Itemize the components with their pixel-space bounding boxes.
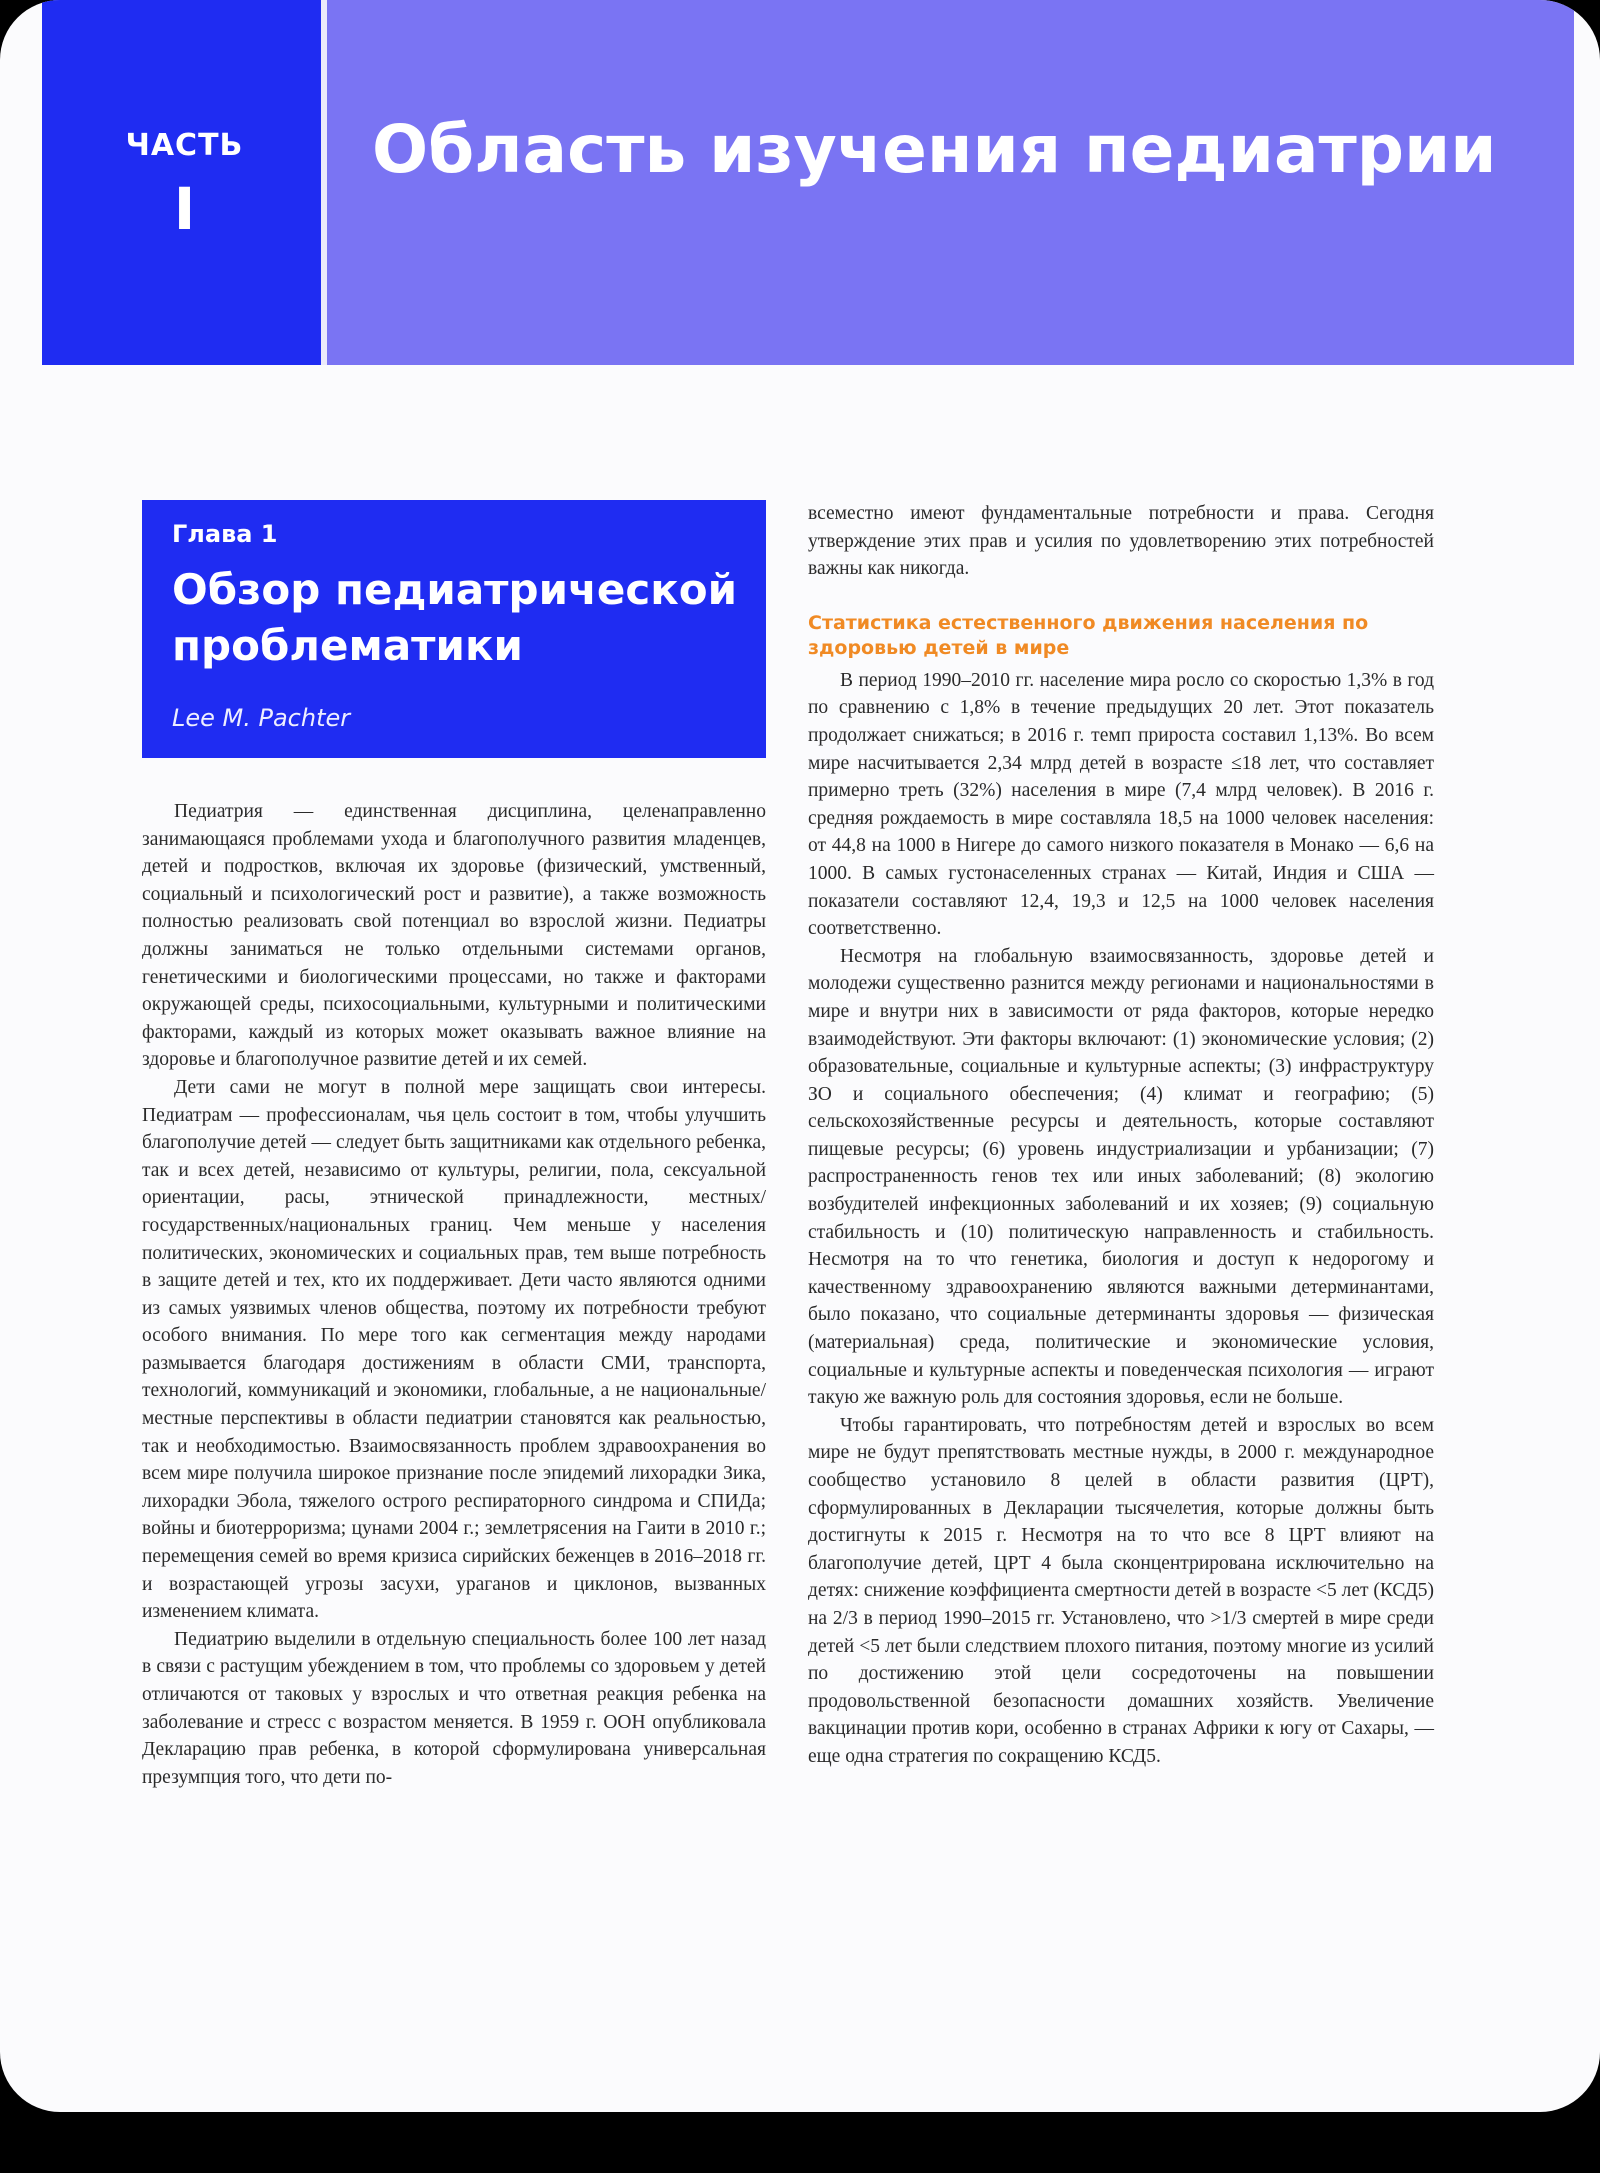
paragraph: Педиатрию выделили в отдельную специальность более 100 лет назад в связи с растущим убеждением в том, что проблемы со здоровьем у детей отличаются от таковых у взрослых и что ответная реакция ребенка на заболевание и стресс с возрастом меняется. В 1959 г. ООН опубликовала Декларацию прав ребенка, в которой сформулирована универсальная презумпция того, что дети по- [142,1628,766,1788]
section-heading: Статистика естественного движения населения по здоровью детей в мире [808,611,1369,659]
paragraph: Педиатрия — единственная дисциплина, целенаправленно занимающаяся проблемами ухода и благополучного развития младенцев, детей и подростков, включая их здоровье (физический, умственный, социальный и психологический рост и развитие), а также возможность полностью реализовать свой потенциал во взрослой жизни. Педиатры должны заниматься не только отдельными системами органов, генетическими и биологическими процессами, но также и факторами окружающей среды, психосоциальными, культурными и политическими факторами, каждый из которых может оказывать важное влияние на здоровье и благополучное развитие детей и их семей. [142,801,766,1071]
part-number-box [42,0,327,365]
chapter-author: Lee M. Pachter [172,704,351,732]
chapter-heading-box [142,500,766,758]
part-header-bar [42,0,1574,365]
part-number: I [173,175,196,243]
chapter-title: Обзор педиатрической проблематики [172,565,738,670]
text-column-left [142,798,766,1791]
part-label: ЧАСТЬ [125,128,244,163]
paragraph: Дети сами не могут в полной мере защищать свои интересы. Педиатрам — профессионалам, чья цель состоит в том, чтобы улучшить благополучие детей — следует быть защитниками как отдельного ребенка, так и всех детей, независимо от культуры, религии, пола, сексуальной ориентации, расы, этнической принадлежности, местных/государственных/национальных границ. Чем меньше у населения политических, экономических и социальных прав, тем выше потребность в защите детей и тех, кто их поддерживает. Дети часто являются одними из самых уязвимых членов общества, поэтому их потребности требуют особого внимания. По мере того как сегментация между народами размывается благодаря достижениям в области СМИ, транспорта, технологий, коммуникаций и экономики, глобальные, а не национальные/местные перспективы в области педиатрии становятся как реальностью, так и необходимостью. Взаимосвязанность проблем здравоохранения во всем мире получила широкое признание после эпидемий лихорадки Зика, лихорадки Эбола, тяжелого острого респираторного синдрома и СПИДа; войны и биотерроризма; цунами 2004 г.; землетрясения на Гаити в 2010 г.; перемещения семей во время кризиса сирийских беженцев в 2016–2018 гг. и возрастающей угрозы засухи, ураганов и циклонов, вызванных изменением климата. [142,1076,766,1623]
paragraph-continuation: всеместно имеют фундаментальные потребности и права. Сегодня утверждение этих прав и усилия по удовлетворению этих потребностей важны как никогда. [808,503,1434,580]
chapter-label: Глава 1 [172,520,278,548]
paragraph: В период 1990–2010 гг. население мира росло со скоростью 1,3% в год по сравнению с 1,8% в течение предыдущих 20 лет. Этот показатель продолжает снижаться; в 2016 г. темп прироста составил 1,13%. Во всем мире насчитывается 2,34 млрд детей в возрасте ≤18 лет, что составляет примерно треть (32%) населения в мире (7,4 млрд человек). В 2016 г. средняя рождаемость в мире составляла 18,5 на 1000 человек населения: от 44,8 на 1000 в Нигере до самого низкого показателя в Монако — 6,6 на 1000. В самых густонаселенных странах — Китай, Индия и США — показатели составляют 12,4, 19,3 и 12,5 на 1000 человек населения соответственно. [808,669,1434,940]
text-column-right [808,500,1434,1771]
paragraph: Чтобы гарантировать, что потребностям детей и взрослых во всем мире не будут препятствовать местные нужды, в 2000 г. международное сообщество установило 8 целей в области развития (ЦРТ), сформулированных в Декларации тысячелетия, которые должны быть достигнуты к 2015 г. Несмотря на то что все 8 ЦРТ влияют на благополучие детей, ЦРТ 4 была сконцентрирована исключительно на детях: снижение коэффициента смертности детей в возрасте <5 лет (КСД5) на 2/3 в период 1990–2015 гг. Установлено, что >1/3 смертей в мире среди детей <5 лет были следствием плохого питания, поэтому многие из усилий по достижению этой цели сосредоточены на повышении продовольственной безопасности домашних хозяйств. Увеличение вакцинации против кори, особенно в странах Африки к югу от Сахары, — еще одна стратегия по сокращению КСД5. [808,1414,1434,1767]
part-title: Область изучения педиатрии [372,111,1497,188]
paragraph: Несмотря на глобальную взаимосвязанность, здоровье детей и молодежи существенно разнится между регионами и национальностями в мире и внутри них в зависимости от ряда факторов, которые нередко взаимодействуют. Эти факторы включают: (1) экономические условия; (2) образовательные, социальные и культурные аспекты; (3) инфраструктуру ЗО и социального обеспечения; (4) климат и географию; (5) сельскохозяйственные ресурсы и деятельность, которые составляют пищевые ресурсы; (6) уровень индустриализации и урбанизации; (7) распространенность генов тех или иных заболеваний; (8) экологию возбудителей инфекционных заболеваний и их хозяев; (9) социальную стабильность и (10) политическую направленность и стабильность. Несмотря на то что генетика, биология и доступ к недорогому и качественному здравоохранению являются важными детерминантами, было показано, что социальные детерминанты здоровья — физическая (материальная) среда, политические и экономические условия, социальные и культурные аспекты и поведенческая психология — играют такую же важную роль для состояния здоровья, если не больше. [808,945,1434,1409]
